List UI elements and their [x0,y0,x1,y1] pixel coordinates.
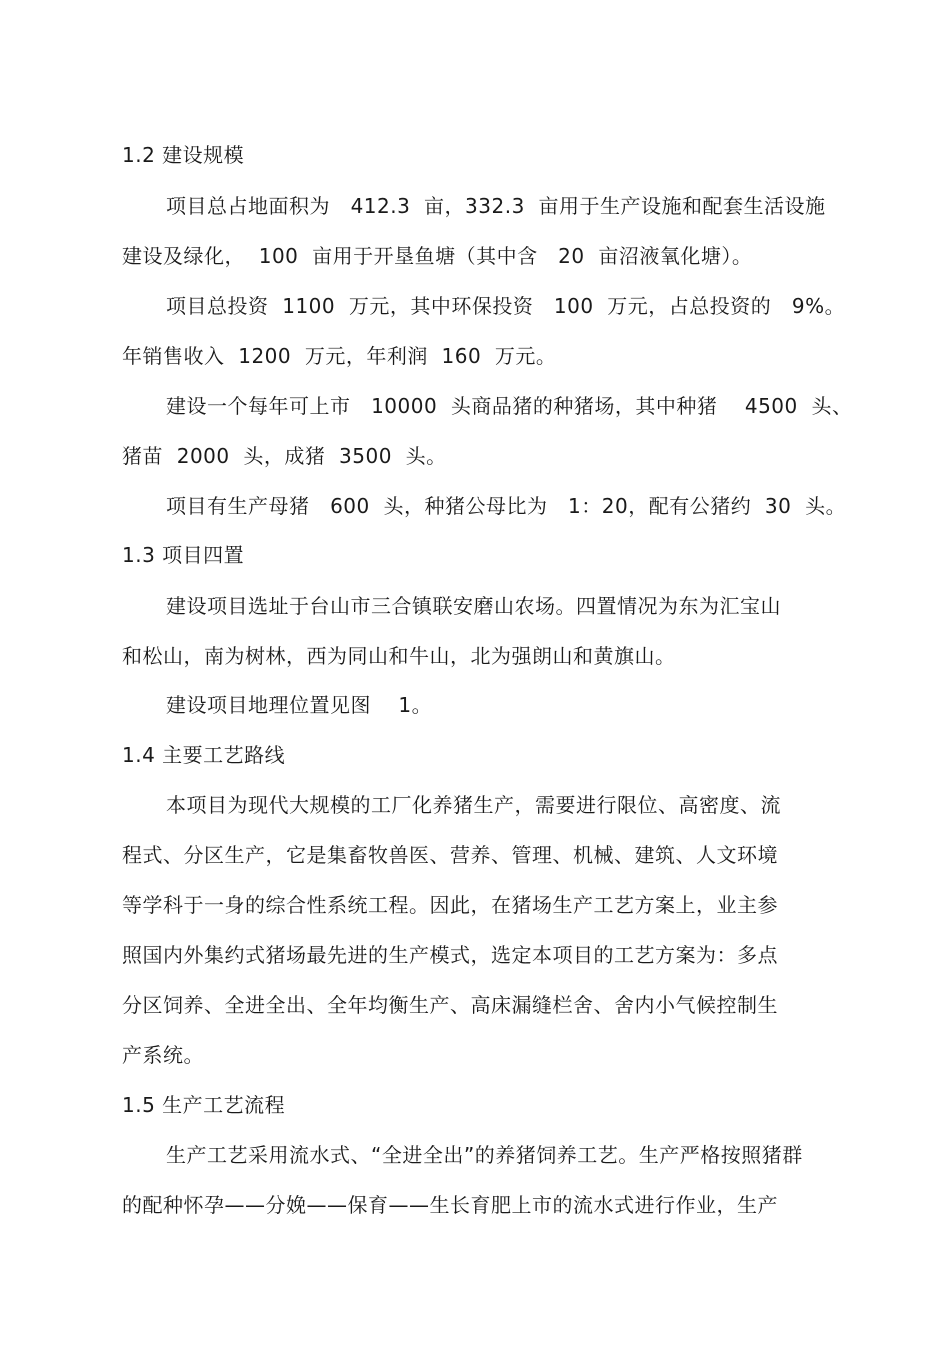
paragraph-line: 的配种怀孕——分娩——保育——生长育肥上市的流水式进行作业，生产 [122,1193,778,1217]
paragraph-line: 照国内外集约式猪场最先进的生产模式，选定本项目的工艺方案为：多点 [122,943,778,967]
paragraph-line: 建设一个每年可上市 10000 头商品猪的种猪场，其中种猪 4500 头、 [166,394,853,418]
paragraph-line: 建设项目选址于台山市三合镇联安磨山农场。四置情况为东为汇宝山 [166,594,781,618]
paragraph-line: 本项目为现代大规模的工厂化养猪生产，需要进行限位、高密度、流 [166,793,781,817]
paragraph-line: 项目总占地面积为 412.3 亩，332.3 亩用于生产设施和配套生活设施 [166,194,826,218]
paragraph-line: 项目有生产母猪 600 头，种猪公母比为 1：20，配有公猪约 30 头。 [166,494,847,518]
paragraph-line: 程式、分区生产，它是集畜牧兽医、营养、管理、机械、建筑、人文环境 [122,843,778,867]
paragraph-line: 建设项目地理位置见图 1。 [166,693,433,717]
paragraph-line: 产系统。 [122,1043,204,1067]
paragraph-line: 年销售收入 1200 万元，年利润 160 万元。 [122,344,557,368]
paragraph-line: 等学科于一身的综合性系统工程。因此，在猪场生产工艺方案上，业主参 [122,893,778,917]
paragraph-line: 分区饲养、全进全出、全年均衡生产、高床漏缝栏舍、舍内小气候控制生 [122,993,778,1017]
paragraph-line: 猪苗 2000 头，成猪 3500 头。 [122,444,447,468]
paragraph-line: 生产工艺采用流水式、“全进全出”的养猪饲养工艺。生产严格按照猪群 [166,1143,803,1167]
section-heading-1-3: 1.3 项目四置 [122,543,245,567]
paragraph-line: 项目总投资 1100 万元，其中环保投资 100 万元，占总投资的 9%。 [166,294,846,318]
paragraph-line: 建设及绿化， 100 亩用于开垦鱼塘（其中含 20 亩沼液氧化塘）。 [122,244,753,268]
section-heading-1-2: 1.2 建设规模 [122,143,245,167]
section-heading-1-4: 1.4 主要工艺路线 [122,743,286,767]
section-heading-1-5: 1.5 生产工艺流程 [122,1093,286,1117]
paragraph-line: 和松山，南为树林，西为同山和牛山，北为强朗山和黄旗山。 [122,644,676,668]
